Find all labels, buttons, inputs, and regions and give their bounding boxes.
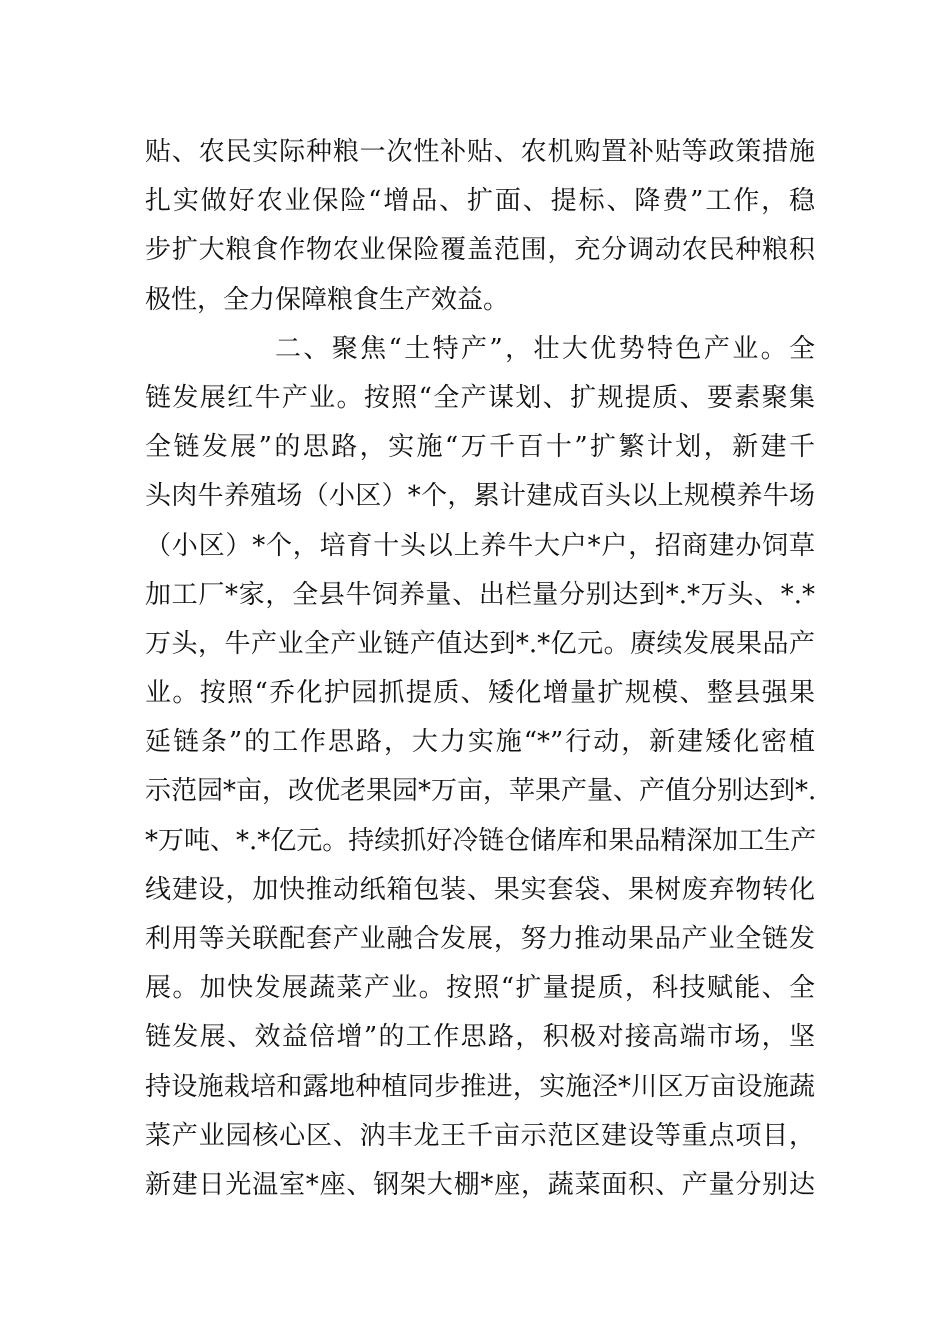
text-line: 扎实做好农业保险“增品、扩面、提标、降费”工作，稳 [145, 186, 815, 217]
body-text [145, 128, 815, 1210]
text-line: 极性，全力保障粮食生产效益。 [145, 284, 510, 315]
text-line: 菜产业园核心区、汭丰龙王千亩示范区建设等重点项目， [145, 1120, 815, 1151]
text-line: 新建日光温室*座、钢架大棚*座，蔬菜面积、产量分别达 [145, 1169, 815, 1200]
text-line: 加工厂*家，全县牛饲养量、出栏量分别达到*.*万头、*.* [145, 579, 815, 610]
text-line: 步扩大粮食作物农业保险覆盖范围，充分调动农民种粮积 [145, 235, 815, 266]
text-line: 业。按照“乔化护园抓提质、矮化增量扩规模、整县强果 [145, 678, 815, 709]
text-line: 示范园*亩，改优老果园*万亩，苹果产量、产值分别达到*. [145, 776, 817, 807]
section-heading-line: 二、聚焦“土特产”，壮大优势特色产业。全 [275, 333, 815, 364]
text-line: 贴、农民实际种粮一次性补贴、农机购置补贴等政策措施 [145, 137, 815, 167]
text-line: 持设施栽培和露地种植同步推进，实施泾*川区万亩设施蔬 [145, 1071, 815, 1102]
text-line: 展。加快发展蔬菜产业。按照“扩量提质，科技赋能、全 [145, 973, 815, 1004]
text-line: *万吨、*.*亿元。持续抓好冷链仓储库和果品精深加工生产 [145, 825, 817, 856]
text-line: 全链发展”的思路，实施“万千百十”扩繁计划，新建千 [145, 432, 815, 463]
text-line: 利用等关联配套产业融合发展，努力推动果品产业全链发 [145, 924, 815, 954]
text-line: （小区）*个，培育十头以上养牛大户*户，招商建办饲草 [145, 530, 815, 561]
text-line: 链发展、效益倍增”的工作思路，积极对接高端市场，坚 [145, 1022, 815, 1053]
text-line: 延链条”的工作思路，大力实施“*”行动，新建矮化密植 [145, 727, 815, 758]
text-line: 头肉牛养殖场（小区）*个，累计建成百头以上规模养牛场 [145, 481, 815, 512]
text-line: 链发展红牛产业。按照“全产谋划、扩规提质、要素聚集 [145, 382, 815, 413]
text-line: 万头，牛产业全产业链产值达到*.*亿元。赓续发展果品产 [145, 628, 815, 659]
text-line: 线建设，加快推动纸箱包装、果实套袋、果树废弃物转化 [145, 874, 815, 905]
